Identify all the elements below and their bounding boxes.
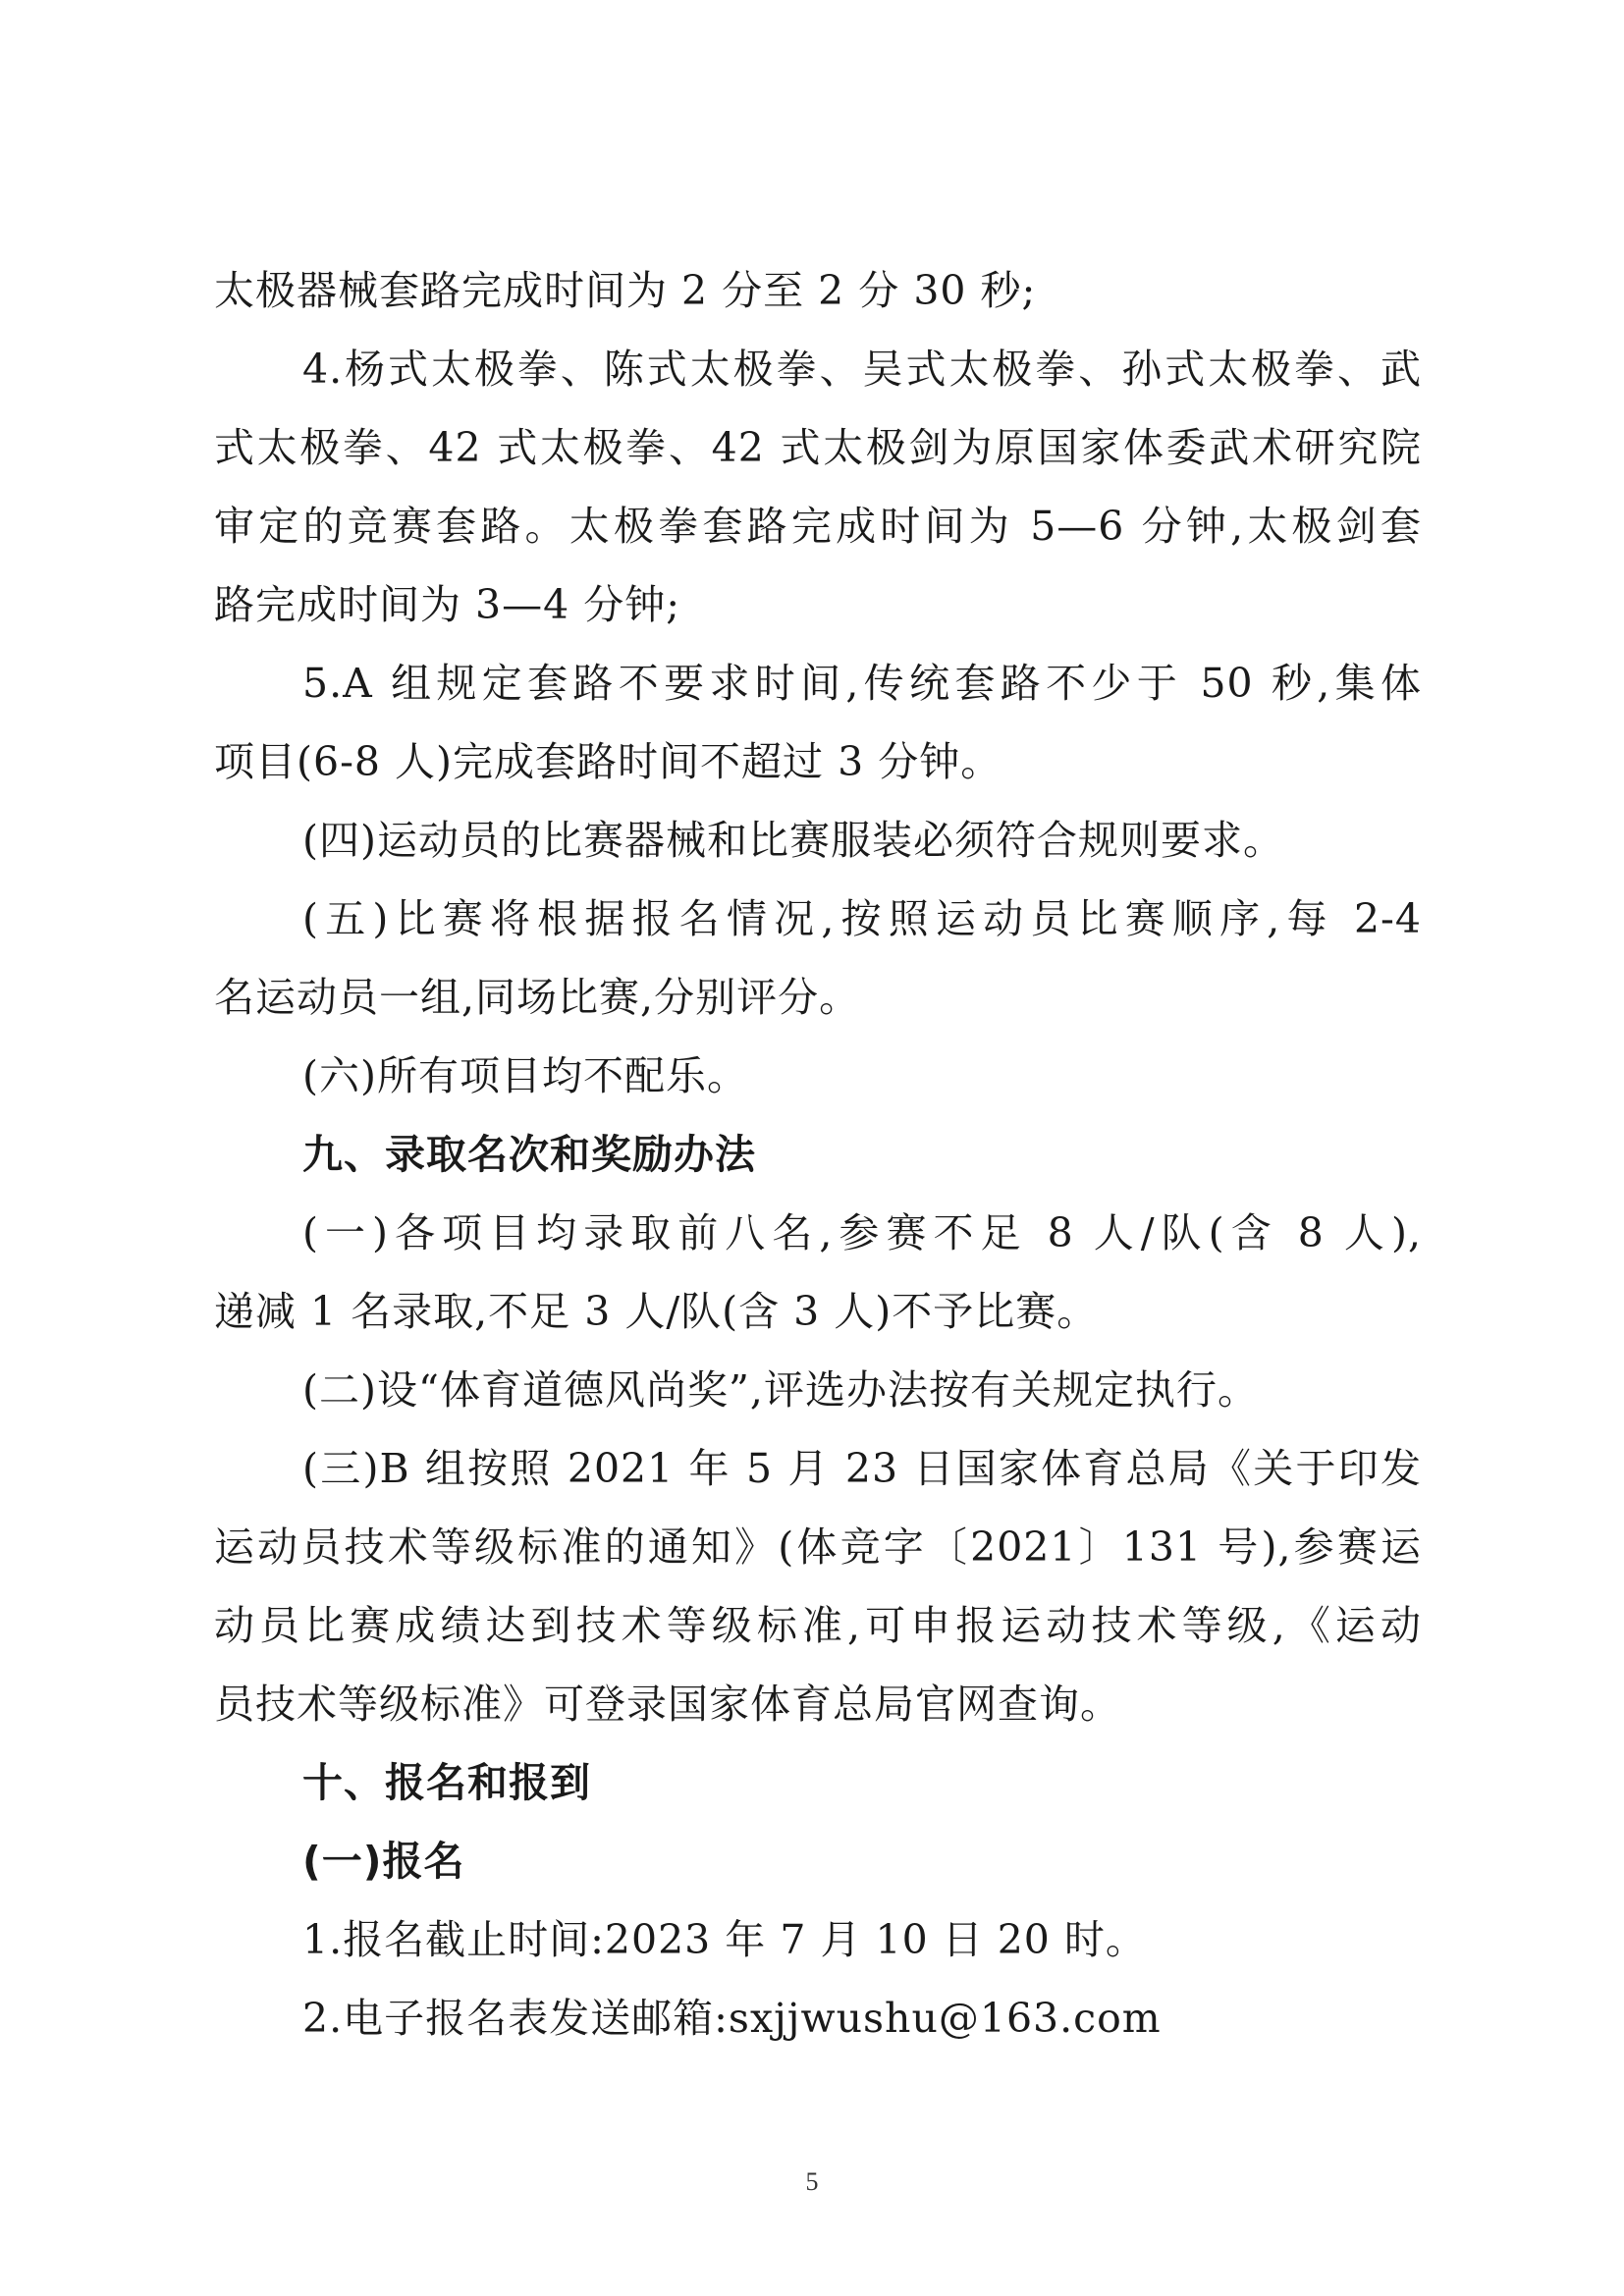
paragraph-line: (五)比赛将根据报名情况,按照运动员比赛顺序,每 2-4 — [302, 895, 1422, 942]
paragraph-line: 4.杨式太极拳、陈式太极拳、吴式太极拳、孙式太极拳、武 — [302, 346, 1422, 393]
paragraph-line: 名运动员一组,同场比赛,分别评分。 — [214, 974, 861, 1021]
paragraph-line: (一)各项目均录取前八名,参赛不足 8 人/队(含 8 人), — [302, 1209, 1422, 1256]
paragraph-line: (四)运动员的比赛器械和比赛服装必须符合规则要求。 — [302, 817, 1284, 864]
section-heading: 九、录取名次和奖励办法 — [302, 1131, 756, 1178]
paragraph-line: 运动员技术等级标准的通知》(体竞字〔2021〕131 号),参赛运 — [214, 1523, 1422, 1571]
paragraph-line: 项目(6-8 人)完成套路时间不超过 3 分钟。 — [214, 738, 1002, 785]
paragraph-line: 动员比赛成绩达到技术等级标准,可申报运动技术等级,《运动 — [214, 1602, 1422, 1649]
page-number: 5 — [805, 2167, 819, 2196]
paragraph-line: (三)B 组按照 2021 年 5 月 23 日国家体育总局《关于印发 — [302, 1445, 1422, 1492]
paragraph-line: (六)所有项目均不配乐。 — [302, 1052, 748, 1099]
paragraph-line: 太极器械套路完成时间为 2 分至 2 分 30 秒; — [214, 267, 1037, 314]
paragraph-line: 路完成时间为 3—4 分钟; — [214, 581, 681, 628]
paragraph-line: 式太极拳、42 式太极拳、42 式太极剑为原国家体委武术研究院 — [214, 424, 1422, 471]
email-line: 2.电子报名表发送邮箱:sxjjwushu@163.com — [302, 1995, 1162, 2042]
document-body — [214, 251, 1422, 2057]
paragraph-line: 5.A 组规定套路不要求时间,传统套路不少于 50 秒,集体 — [302, 660, 1422, 707]
paragraph-line: 1.报名截止时间:2023 年 7 月 10 日 20 时。 — [302, 1916, 1147, 1963]
paragraph-line: 审定的竞赛套路。太极拳套路完成时间为 5—6 分钟,太极剑套 — [214, 503, 1422, 550]
paragraph-line: (二)设“体育道德风尚奖”,评选办法按有关规定执行。 — [302, 1366, 1259, 1414]
paragraph-line: 递减 1 名录取,不足 3 人/队(含 3 人)不予比赛。 — [214, 1288, 1099, 1335]
subsection-heading: (一)报名 — [302, 1838, 465, 1885]
paragraph-line: 员技术等级标准》可登录国家体育总局官网查询。 — [214, 1681, 1121, 1728]
section-heading: 十、报名和报到 — [302, 1759, 591, 1806]
